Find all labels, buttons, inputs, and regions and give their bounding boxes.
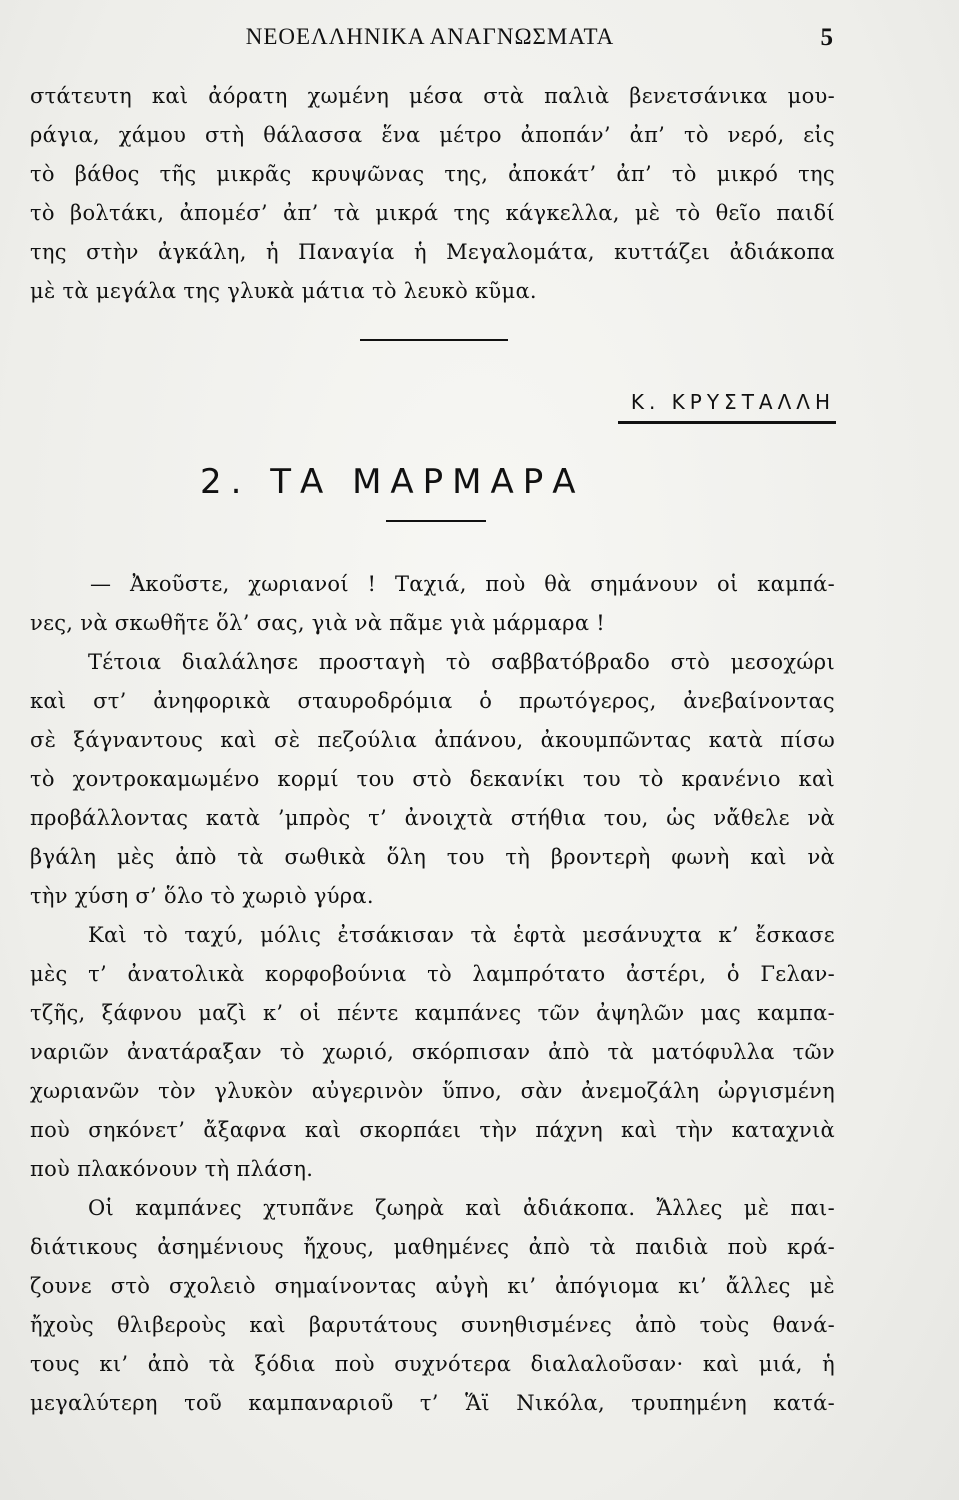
text-line: Τέτοια διαλάλησε προσταγὴ τὸ σαββατόβραδο στὸ μεσοχώρι — [88, 650, 835, 674]
text-line: προβάλλοντας κατὰ ’μπρὸς τ’ ἀνοιχτὰ στήθια του, ὡς νἄθελε νὰ — [30, 806, 835, 830]
running-head — [0, 24, 959, 56]
text-line: διάτικους ἀσημένιους ἤχους, μαθημένες ἀπὸ τὰ παιδιὰ ποὺ κρά- — [30, 1235, 835, 1259]
text-line: Καὶ τὸ ταχύ, μόλις ἐτσάκισαν τὰ ἑφτὰ μεσάνυχτα κ’ ἔσκασε — [88, 923, 835, 947]
text-line: καὶ στ’ ἀνηφορικὰ σταυροδρόμια ὁ πρωτόγερος, ἀνεβαίνοντας — [30, 689, 835, 713]
text-line: χωριανῶν τὸν γλυκὸν αὐγερινὸν ὕπνο, σὰν ἀνεμοζάλη ὠργισμένη — [30, 1079, 835, 1103]
text-line: τὴν χύση σ’ ὅλο τὸ χωριὸ γύρα. — [30, 884, 374, 908]
text-line: μὲς τ’ ἀνατολικὰ κορφοβούνια τὸ λαμπρότατο ἀστέρι, ὁ Γελαν- — [30, 962, 835, 986]
text-line: ποὺ πλακόνουν τὴ πλάση. — [30, 1157, 314, 1181]
text-line: τους κι’ ἀπὸ τὰ ξόδια ποὺ συχνότερα διαλαλοῦσαν· καὶ μιά, ἡ — [30, 1352, 835, 1376]
text-line: μὲ τὰ μεγάλα της γλυκὰ μάτια τὸ λευκὸ κῦμα. — [30, 279, 537, 303]
text-line: ἤχοὺς θλιβεροὺς καὶ βαρυτάτους συνηθισμένες ἀπὸ τοὺς θανά- — [30, 1313, 835, 1337]
author-underline — [618, 421, 836, 424]
text-line: νες, νὰ σκωθῆτε ὅλ’ σας, γιὰ νὰ πᾶμε γιὰ μάρμαρα ! — [30, 611, 606, 635]
text-line: μεγαλύτερη τοῦ καμπαναριοῦ τ’ Ἅϊ Νικόλα, τρυπημένη κατά- — [30, 1391, 835, 1415]
text-line: βγάλη μὲς ἀπὸ τὰ σωθικὰ ὅλη του τὴ βροντερὴ φωνὴ καὶ νὰ — [30, 845, 835, 869]
text-line: της στὴν ἀγκάλη, ἡ Παναγία ἡ Μεγαλομάτα, κυττάζει ἀδιάκοπα — [30, 240, 835, 264]
text-line: στάτευτη καὶ ἀόρατη χωμένη μέσα στὰ παλιὰ βενετσάνικα μου- — [30, 84, 835, 108]
text-line: τὸ χοντροκαμωμένο κορμί του στὸ δεκανίκι του τὸ κρανένιο καὶ — [30, 767, 835, 791]
section-divider — [360, 339, 508, 341]
text-line: ποὺ σηκόνετ’ ἄξαφνα καὶ σκορπάει τὴν πάχνη καὶ τὴν καταχνιὰ — [30, 1118, 835, 1142]
text-line: Οἱ καμπάνες χτυπᾶνε ζωηρὰ καὶ ἀδιάκοπα. Ἄλλες μὲ παι- — [88, 1196, 835, 1220]
text-line: ναριῶν ἀνατάραξαν τὸ χωριό, σκόρπισαν ἀπὸ τὰ ματόφυλλα τῶν — [30, 1040, 835, 1064]
text-line: τὸ βάθος τῆς μικρᾶς κρυψῶνας της, ἀποκάτ’ ἀπ’ τὸ μικρό της — [30, 162, 835, 186]
heading-underline — [386, 520, 486, 522]
text-line: ζουνε στὸ σχολειὸ σημαίνοντας αὐγὴ κι’ ἀπόγιομα κι’ ἄλλες μὲ — [30, 1274, 835, 1298]
text-line: — Ἀκοῦστε, χωριανοί ! Ταχιά, ποὺ θὰ σημάνουν οἱ καμπά- — [90, 572, 835, 596]
text-line: τζῆς, ξάφνου μαζὶ κ’ οἱ πέντε καμπάνες τῶν ἀψηλῶν μας καμπα- — [30, 1001, 835, 1025]
text-line: τὸ βολτάκι, ἀπομέσ’ ἀπ’ τὰ μικρά της κάγκελλα, μὲ τὸ θεῖο παιδί — [30, 201, 835, 225]
text-line: σὲ ξάγναντους καὶ σὲ πεζούλια ἀπάνου, ἀκουμπῶντας κατὰ πίσω — [30, 728, 835, 752]
section-heading: 2. ΤΑ ΜΑΡΜΑΡΑ — [200, 462, 585, 502]
author-signature: Κ. ΚΡΥΣΤΑΛΛΗ — [630, 390, 835, 414]
text-line: ράγια, χάμου στὴ θάλασσα ἕνα μέτρο ἀποπάν’ ἀπ’ τὸ νερό, εἰς — [30, 123, 835, 147]
page-number: 5 — [820, 24, 833, 51]
running-title: ΝΕΟΕΛΛΗΝΙΚΑ ΑΝΑΓΝΩΣΜΑΤΑ — [245, 24, 615, 49]
